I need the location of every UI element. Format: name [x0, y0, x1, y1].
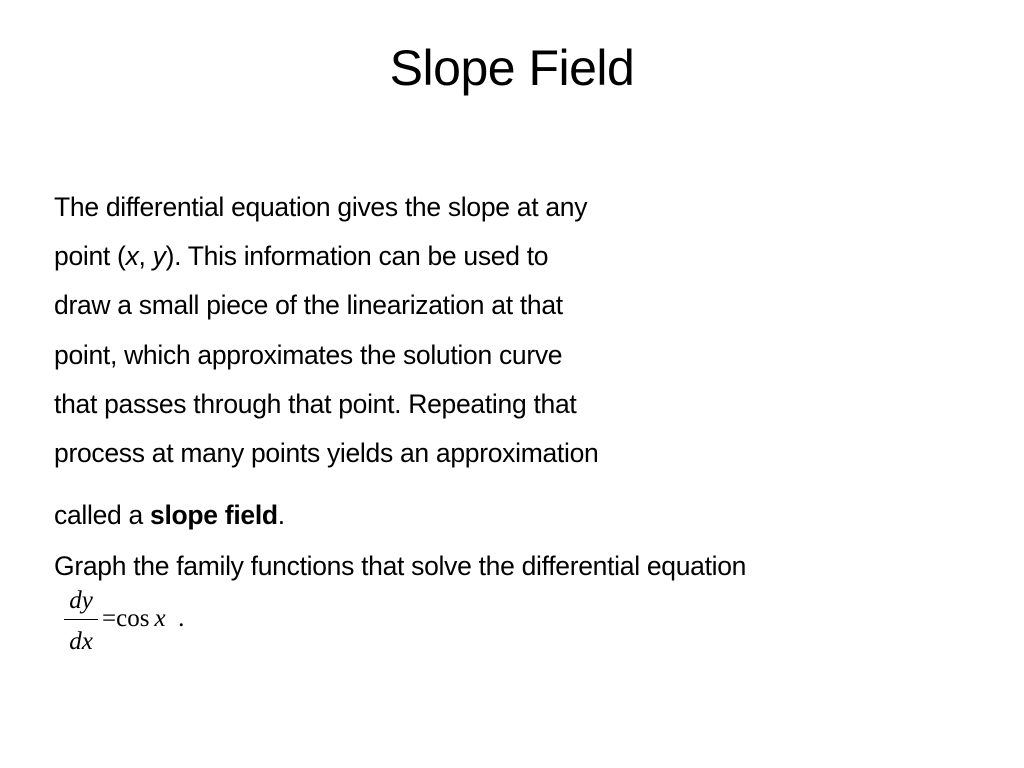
equals-sign: = — [102, 605, 117, 632]
graph-instruction: Graph the family functions that solve the differential equation — [54, 551, 747, 581]
cos-function: cos — [116, 605, 150, 632]
differential-equation — [64, 586, 284, 658]
paragraph-line: that passes through that point. Repeating that — [54, 388, 577, 419]
paragraph-line: draw a small piece of the linearization at that — [54, 290, 563, 321]
paragraph-line: The differential equation gives the slope at any — [54, 192, 588, 222]
equation-rhs — [102, 604, 184, 634]
called-prefix: called a — [54, 500, 151, 530]
paragraph-line: process at many points yields an approximation — [54, 437, 599, 468]
slide-title: Slope Field — [389, 40, 635, 96]
equation-variable: x — [154, 605, 166, 632]
variable-y: y — [152, 241, 166, 272]
equation-terminator: . — [178, 605, 185, 632]
paragraph-line: point, which approximates the solution curve — [54, 339, 563, 370]
paragraph-text: ). This information can be used to — [165, 241, 549, 272]
paragraph-text: point ( — [54, 241, 126, 272]
paragraph-line — [54, 232, 598, 281]
definition-paragraph — [54, 183, 598, 478]
fraction-denominator: dx — [69, 628, 93, 655]
paragraph-text: , — [138, 241, 153, 272]
variable-x: x — [125, 241, 139, 272]
slope-field-definition — [54, 495, 285, 535]
called-suffix: . — [277, 500, 285, 530]
slope-field-term: slope field — [150, 500, 278, 530]
fraction-numerator: dy — [69, 587, 93, 614]
fraction-bar — [64, 619, 98, 620]
